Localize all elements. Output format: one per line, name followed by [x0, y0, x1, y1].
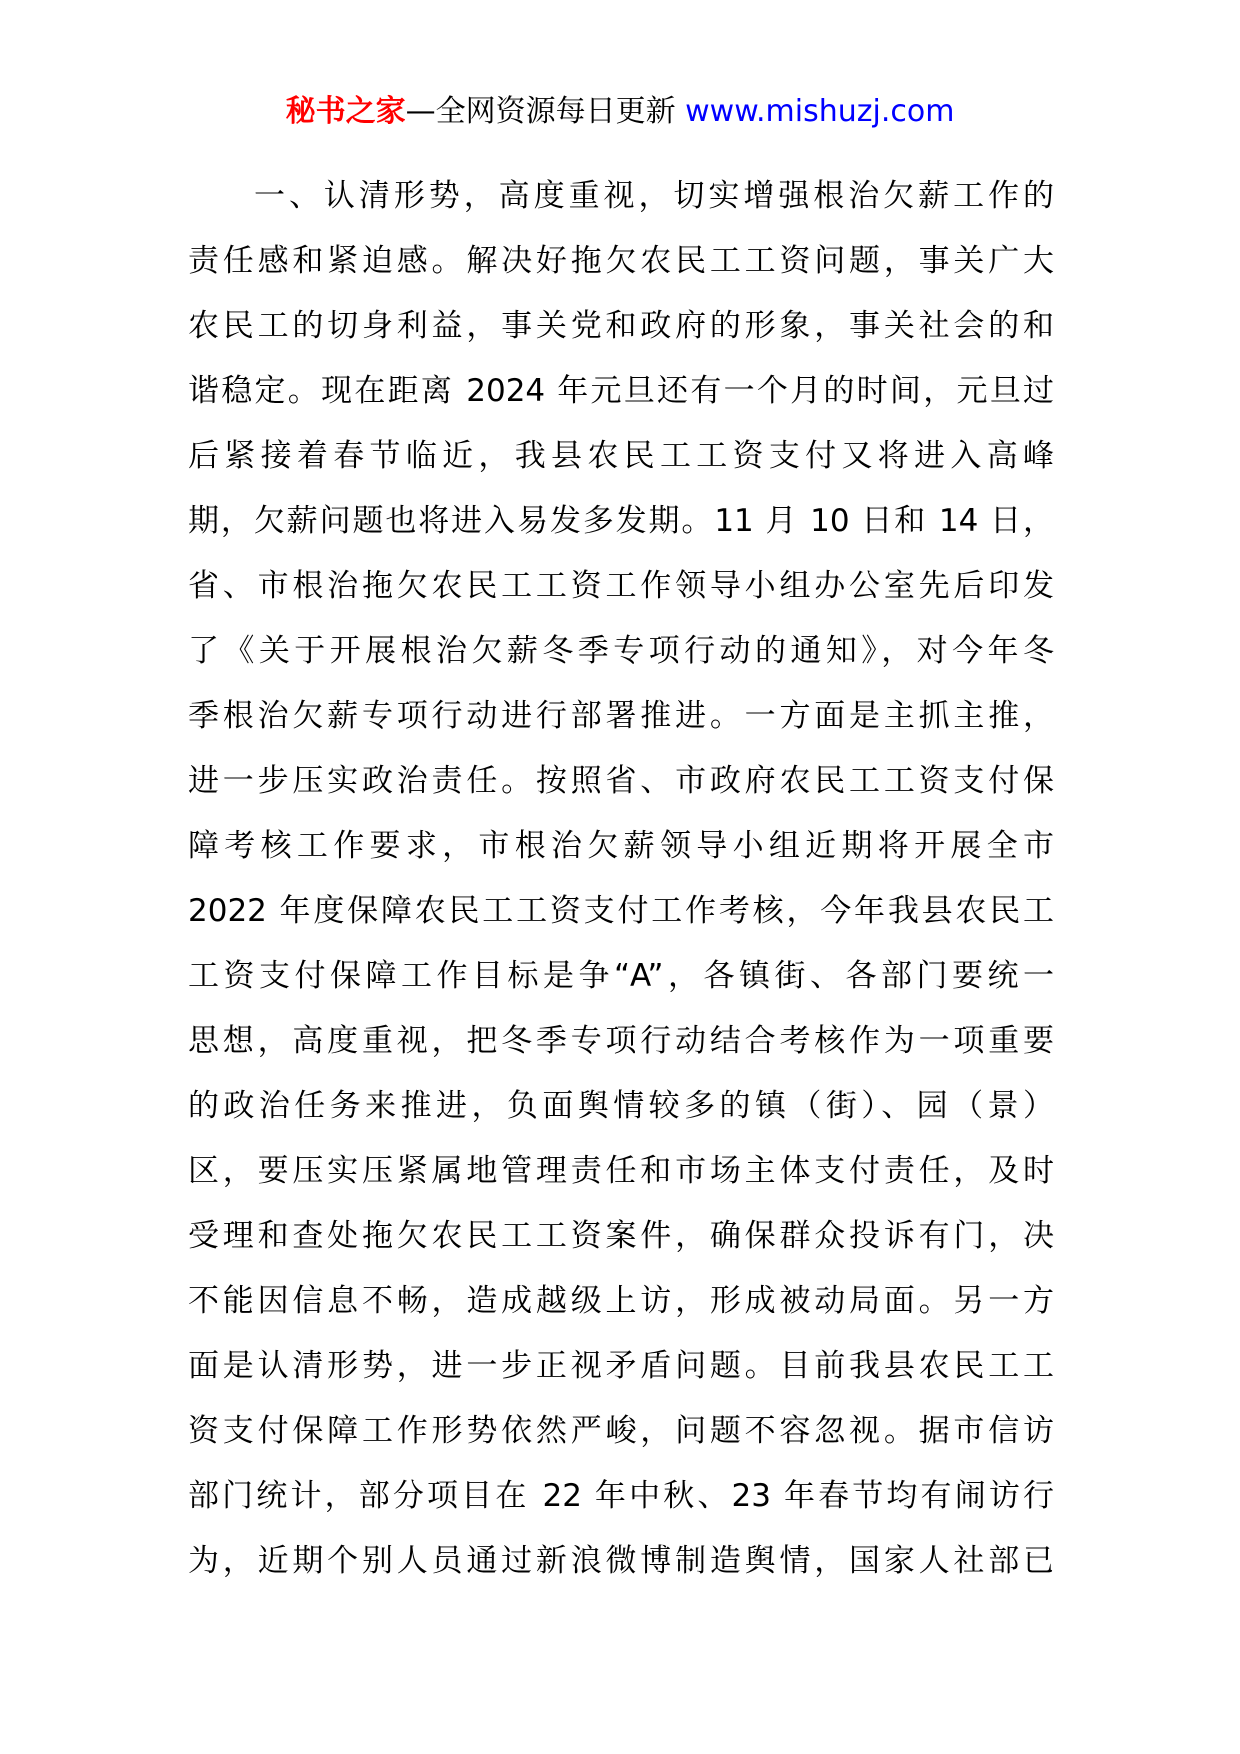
paragraph-line: 部门统计，部分项目在 22 年中秋、23 年春节均有闹访行: [188, 1478, 1054, 1514]
paragraph-line: 为，近期个别人员通过新浪微博制造舆情，国家人社部已: [188, 1543, 1054, 1579]
paragraph-line: 面是认清形势，进一步正视矛盾问题。目前我县农民工工: [188, 1348, 1054, 1384]
header-slogan: —全网资源每日更新: [405, 94, 686, 129]
paragraph-line: 资支付保障工作形势依然严峻，问题不容忽视。据市信访: [188, 1413, 1054, 1449]
paragraph-line: 工资支付保障工作目标是争“A”，各镇街、各部门要统一: [188, 958, 1054, 994]
paragraph-line: 后紧接着春节临近，我县农民工工资支付又将进入高峰: [188, 438, 1054, 474]
paragraph-line: 谐稳定。现在距离 2024 年元旦还有一个月的时间，元旦过: [188, 373, 1054, 409]
paragraph-line: 期，欠薪问题也将进入易发多发期。11 月 10 日和 14 日，: [188, 503, 1054, 539]
paragraph-line: 责任感和紧迫感。解决好拖欠农民工工资问题，事关广大: [188, 243, 1054, 279]
paragraph-line: 的政治任务来推进，负面舆情较多的镇（街）、园（景）: [188, 1088, 1054, 1124]
paragraph-line: 季根治欠薪专项行动进行部署推进。一方面是主抓主推，: [188, 698, 1054, 734]
paragraph-line: 省、市根治拖欠农民工工资工作领导小组办公室先后印发: [188, 568, 1054, 604]
paragraph-line: 受理和查处拖欠农民工工资案件，确保群众投诉有门，决: [188, 1218, 1054, 1254]
paragraph-line: 障考核工作要求，市根治欠薪领导小组近期将开展全市: [188, 828, 1054, 864]
paragraph-line: 农民工的切身利益，事关党和政府的形象，事关社会的和: [188, 308, 1054, 344]
paragraph-line: 区，要压实压紧属地管理责任和市场主体支付责任，及时: [188, 1153, 1054, 1189]
site-url: www.mishuzj.com: [685, 94, 955, 129]
brand-name: 秘书之家: [285, 94, 406, 129]
paragraph-line: 进一步压实政治责任。按照省、市政府农民工工资支付保: [188, 763, 1054, 799]
paragraph-line: 不能因信息不畅，造成越级上访，形成被动局面。另一方: [188, 1283, 1054, 1319]
watermark-header: [0, 92, 1240, 132]
paragraph-line: 2022 年度保障农民工工资支付工作考核，今年我县农民工: [188, 893, 1054, 929]
paragraph-line: 一、认清形势，高度重视，切实增强根治欠薪工作的: [254, 178, 1054, 214]
document-paragraph: [188, 164, 1054, 1594]
paragraph-line: 思想，高度重视，把冬季专项行动结合考核作为一项重要: [188, 1023, 1054, 1059]
paragraph-line: 了《关于开展根治欠薪冬季专项行动的通知》，对今年冬: [188, 633, 1054, 669]
